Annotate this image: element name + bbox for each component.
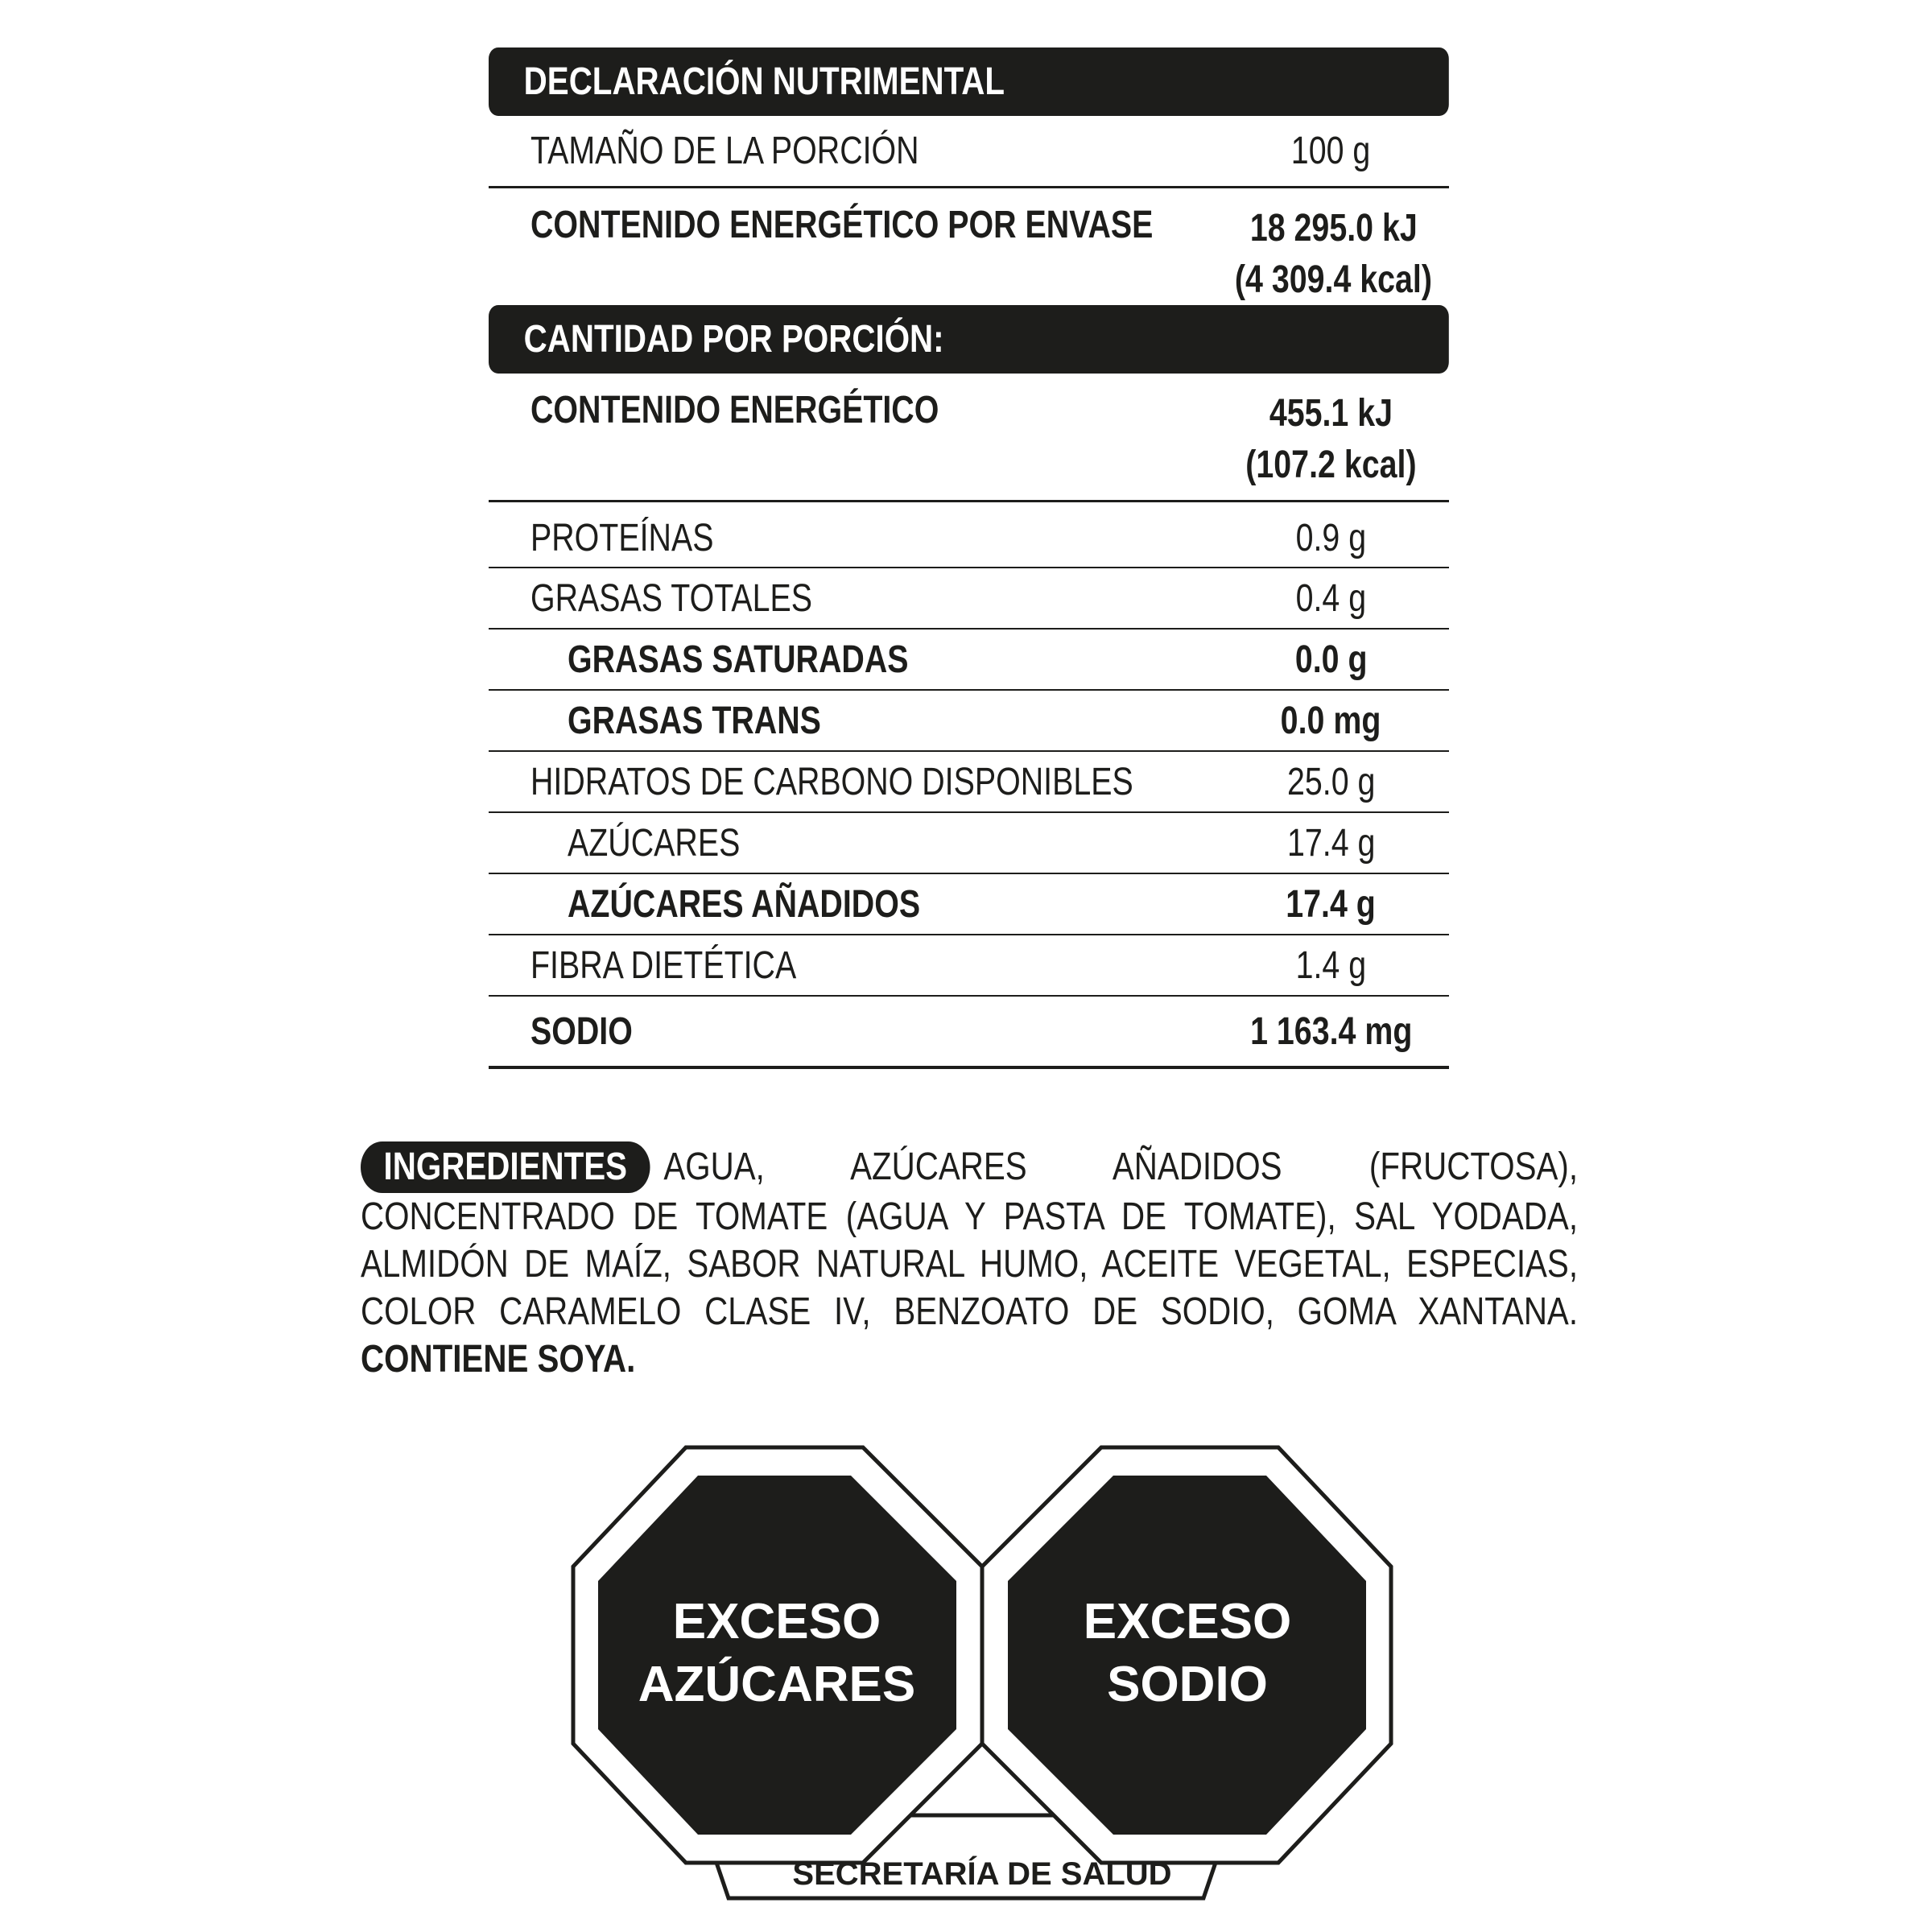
seal-right-line2: SODIO xyxy=(1107,1657,1268,1712)
envase-kj: 18 295.0 kJ xyxy=(1249,207,1418,250)
row-label: PROTEÍNAS xyxy=(530,517,714,559)
header-cantidad-text: CANTIDAD POR PORCIÓN: xyxy=(523,318,944,361)
row-sodio xyxy=(489,997,1449,1069)
seal-right-octagon xyxy=(1008,1476,1366,1835)
row-value: 25.0 g xyxy=(1286,760,1376,803)
row-fibra xyxy=(489,935,1449,997)
seal-left-octagon xyxy=(598,1476,956,1835)
row-energy xyxy=(489,374,1449,502)
portion-label: TAMAÑO DE LA PORCIÓN xyxy=(530,130,919,172)
seal-left-line2: AZÚCARES xyxy=(638,1657,916,1712)
seal-left-line1: EXCESO xyxy=(672,1594,881,1649)
energy-kcal: (107.2 kcal) xyxy=(1245,444,1417,486)
row-azucares xyxy=(489,813,1449,874)
energy-kj: 455.1 kJ xyxy=(1269,392,1393,435)
row-label: GRASAS TOTALES xyxy=(530,576,812,620)
seal-right-line1: EXCESO xyxy=(1083,1594,1292,1649)
nutrition-table xyxy=(489,47,1449,1069)
header-declaracion-text: DECLARACIÓN NUTRIMENTAL xyxy=(523,60,1005,103)
row-value: 0.0 mg xyxy=(1281,699,1381,742)
row-label: SODIO xyxy=(530,1009,633,1053)
header-cantidad xyxy=(489,305,1449,374)
header-declaracion xyxy=(489,47,1449,116)
row-azucares-anadidos xyxy=(489,874,1449,935)
allergen-text: CONTIENE SOYA. xyxy=(361,1338,636,1381)
row-energy-envase xyxy=(489,188,1449,305)
row-label: GRASAS SATURADAS xyxy=(568,638,909,681)
envase-label: CONTENIDO ENERGÉTICO POR ENVASE xyxy=(530,204,1154,246)
row-value: 17.4 g xyxy=(1286,882,1377,926)
ingredients-block xyxy=(361,1141,1578,1383)
row-hidratos xyxy=(489,752,1449,813)
row-grasas-trans xyxy=(489,691,1449,752)
envase-kcal: (4 309.4 kcal) xyxy=(1234,258,1432,301)
row-label: FIBRA DIETÉTICA xyxy=(530,943,797,987)
row-value: 0.9 g xyxy=(1295,517,1367,559)
row-label: AZÚCARES xyxy=(568,821,741,865)
row-grasas-saturadas xyxy=(489,630,1449,691)
seal-footer-text: SECRETARÍA DE SALUD xyxy=(792,1856,1172,1892)
warning-seals xyxy=(564,1441,1401,1924)
ingredients-title: INGREDIENTES xyxy=(361,1141,650,1193)
row-value: 1.4 g xyxy=(1295,943,1367,987)
row-label: HIDRATOS DE CARBONO DISPONIBLES xyxy=(530,760,1133,803)
row-value: 1 163.4 mg xyxy=(1249,1009,1413,1053)
energy-label: CONTENIDO ENERGÉTICO xyxy=(530,389,939,431)
row-label: GRASAS TRANS xyxy=(568,699,821,742)
row-grasas-totales xyxy=(489,568,1449,630)
row-value: 17.4 g xyxy=(1286,821,1376,865)
portion-value: 100 g xyxy=(1291,130,1371,172)
row-label: AZÚCARES AÑADIDOS xyxy=(568,882,921,926)
row-value: 0.4 g xyxy=(1295,576,1367,620)
row-portion xyxy=(489,116,1449,188)
row-proteinas xyxy=(489,502,1449,568)
ingredients-text: AGUA, AZÚCARES AÑADIDOS (FRUCTOSA), CONCENTRADO DE TOMATE (AGUA Y PASTA DE TOMATE), SAL YODADA, ALMIDÓN DE MAÍZ, SABOR NATURAL HUMO, ACEITE VEGETAL, ESPECIAS, COLOR CARAMELO CLASE IV, BENZOATO DE SODIO, GOMA XANTANA. xyxy=(361,1146,1579,1333)
row-value: 0.0 g xyxy=(1294,638,1368,681)
